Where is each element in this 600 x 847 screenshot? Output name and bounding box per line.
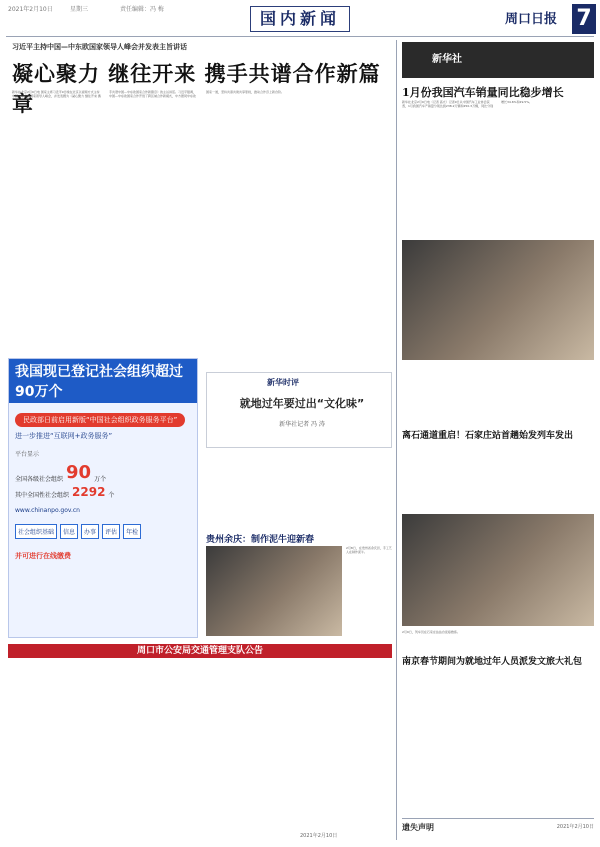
header-day: 星期三 [70, 6, 89, 13]
masthead [0, 0, 600, 38]
header-date: 2021年2月10日 [8, 6, 53, 13]
page-number: 7 [572, 4, 596, 34]
sub-count-unit: 个 [108, 492, 115, 499]
photo-story-image [206, 546, 342, 636]
column-divider [396, 40, 397, 840]
service-list [15, 524, 191, 539]
count-unit: 万个 [94, 476, 107, 483]
railway-body [402, 444, 594, 510]
spring-title: 南京春节期间为就地过年人员派发文旅大礼包 [402, 657, 583, 667]
header-editor: 责任编辑：冯 梅 [120, 6, 164, 13]
lead-body: 新华社北京2月9日电 国家主席习近平9日晚在北京以视频方式主持中国—中东欧国家领导人峰会，并发表题为《凝心聚力 继往开来 携手共谱中国—中东欧国家合作新篇章》的主旨讲话。习近平强调，中国—中东欧国家合作开创了跨区域合作新模式，中方愿同中东欧国家一道，坚持共商共建共享原则，推动合作迈上新台阶。 [12, 90, 285, 99]
commentary-title: 就地过年要过出“文化味” [239, 397, 365, 410]
car-sales-photo [402, 240, 594, 360]
infographic-step: 进一步推进“互联网+政务服务” [15, 432, 113, 440]
railway-photo [402, 514, 594, 626]
infographic-footer: 并可进行在线缴费 [15, 552, 71, 560]
footer-date: 2021年2月10日 [556, 824, 594, 830]
service-item: 社会组织基础 [15, 524, 57, 539]
commentary-header [206, 372, 392, 448]
commentary-body [206, 452, 392, 528]
header-rule [6, 36, 594, 37]
service-item: 信息 [60, 524, 78, 539]
website-link[interactable]: www.chinanpo.gov.cn [15, 507, 80, 514]
lead-headline: 凝心聚力 继往开来 携手共谱合作新篇章 [12, 61, 381, 116]
section-banner-tag: 新华社 [432, 54, 462, 65]
section-banner [402, 42, 594, 78]
car-sales-title: 1月份我国汽车销量同比稳步增长 [402, 86, 564, 99]
infographic-title: 我国现已登记社会组织超过90万个 [9, 359, 197, 403]
commentary-byline: 新华社记者 冯 涛 [279, 421, 325, 428]
notice-title: 周口市公安局交通管理支队公告 [8, 644, 392, 658]
section-title: 国内新闻 [250, 6, 350, 32]
photo-story-title: 贵州余庆：制作泥牛迎新春 [206, 535, 315, 545]
infographic-subtitle: 民政部日前启用新版“中国社会组织政务服务平台” [15, 413, 185, 427]
social-org-infographic [8, 358, 198, 638]
footer [402, 818, 594, 836]
sub-count-value: 2292 [72, 485, 106, 499]
photo-story-caption: 2月8日，在贵州省余庆县，手工艺人在制作泥牛。 [346, 546, 392, 555]
spring-body [402, 668, 594, 808]
sub-count-label: 其中全国性社会组织 [15, 492, 70, 499]
count-label: 全国各级社会组织 [15, 476, 64, 483]
service-item: 年检 [123, 524, 141, 539]
commentary-tag: 新华时评 [267, 378, 299, 387]
service-item: 办事 [81, 524, 99, 539]
lost-notice-title: 遗失声明 [402, 823, 434, 832]
notice-table [8, 662, 392, 840]
paper-name: 周口日报 [505, 12, 558, 27]
railway-caption: 2月9日，列车员在石家庄站站台迎接旅客。 [402, 630, 460, 634]
lead-kicker: 习近平主持中国—中东欧国家领导人峰会并发表主旨讲话 [12, 43, 187, 51]
count-value: 90 [66, 462, 92, 483]
service-item: 评估 [102, 524, 120, 539]
car-sales-body: 新华社北京2月9日电（记者 高亢）记者9日从中国汽车工业协会获悉，1月我国汽车产销量分别达到238.2万辆和250.3万辆，同比分别增长34.6%和29.5%。 [402, 100, 533, 109]
railway-title: 离石通道重启！石家庄站首趟始发列车发出 [402, 431, 574, 441]
platform-label: 平台显示 [15, 451, 40, 458]
notice-date: 2021年2月10日 [300, 833, 338, 839]
